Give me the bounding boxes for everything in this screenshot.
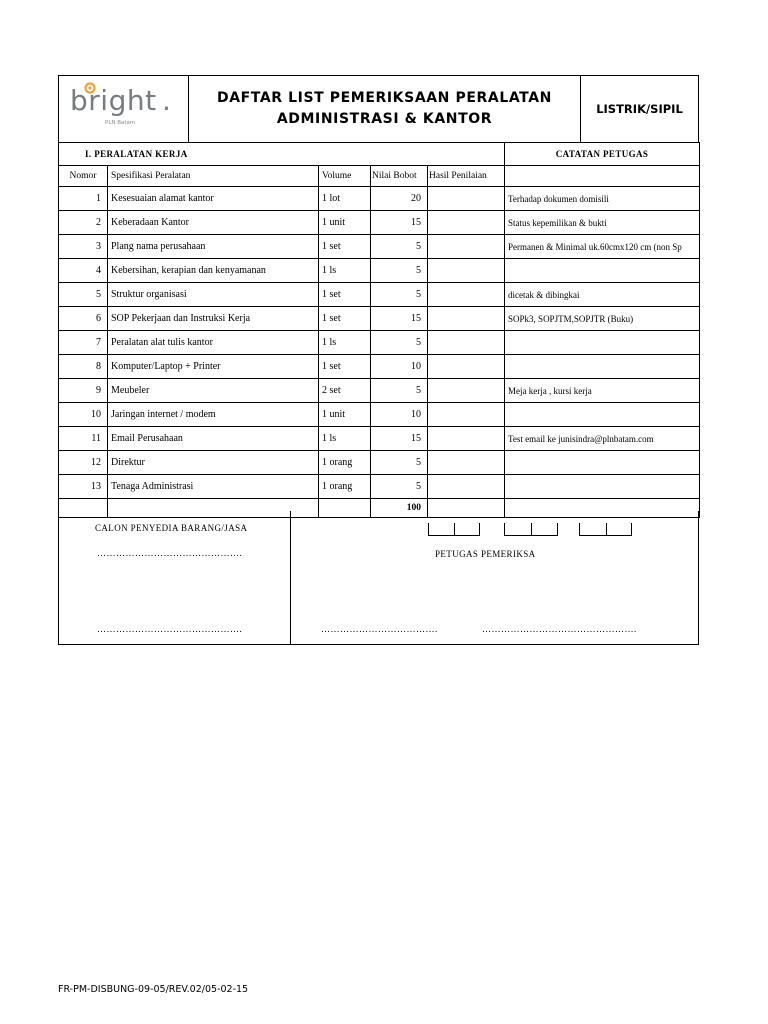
- row-spec: Keberadaan Kantor: [108, 211, 319, 235]
- row-number: 5: [59, 283, 108, 307]
- row-bobot: 10: [371, 355, 428, 379]
- col-spesifikasi: Spesifikasi Peralatan: [108, 166, 319, 187]
- row-number: 3: [59, 235, 108, 259]
- vendor-signature-line: ……………………………………….: [97, 624, 243, 634]
- row-note: dicetak & dibingkai: [505, 283, 700, 307]
- row-bobot: 5: [371, 379, 428, 403]
- col-nomor: Nomor: [59, 166, 108, 187]
- table-row: [59, 307, 700, 331]
- form-title: [189, 76, 581, 142]
- row-spec: Plang nama perusahaan: [108, 235, 319, 259]
- row-number: 8: [59, 355, 108, 379]
- row-note: Terhadap dokumen domisili: [505, 187, 700, 211]
- table-row: [59, 403, 700, 427]
- logo-subtitle: PLN Batam: [105, 120, 136, 126]
- row-hasil: [428, 379, 505, 403]
- table-row: [59, 331, 700, 355]
- row-volume: 1 set: [319, 307, 371, 331]
- row-hasil: [428, 211, 505, 235]
- date-month-box[interactable]: [504, 523, 558, 536]
- col-volume: Volume: [319, 166, 371, 187]
- column-header-row: [59, 166, 700, 187]
- row-bobot: 5: [371, 259, 428, 283]
- row-spec: Jaringan internet / modem: [108, 403, 319, 427]
- row-bobot: 5: [371, 475, 428, 499]
- row-spec: Meubeler: [108, 379, 319, 403]
- logo-dot: .: [162, 84, 171, 117]
- row-bobot: 15: [371, 211, 428, 235]
- inspector-signature-line-1: ……………………………….: [321, 624, 438, 634]
- form-code: FR-PM-DISBUNG-09-05/REV.02/05-02-15: [58, 984, 249, 995]
- row-bobot: 5: [371, 283, 428, 307]
- form-header: [58, 75, 699, 143]
- row-bobot: 5: [371, 235, 428, 259]
- section-header-row: [59, 143, 700, 166]
- inspector-title: PETUGAS PEMERIKSA: [435, 549, 536, 559]
- table-row: [59, 451, 700, 475]
- day-box-separator: [454, 523, 455, 535]
- row-hasil: [428, 187, 505, 211]
- row-spec: Peralatan alat tulis kantor: [108, 331, 319, 355]
- row-note: Permanen & Minimal uk.60cmx120 cm (non Sp: [505, 235, 700, 259]
- logo-cell: [59, 76, 189, 142]
- row-volume: 1 ls: [319, 331, 371, 355]
- row-note: [505, 403, 700, 427]
- date-day-box[interactable]: [428, 523, 480, 536]
- category-label: LISTRIK/SIPIL: [596, 102, 683, 116]
- row-bobot: 5: [371, 451, 428, 475]
- row-volume: 1 set: [319, 235, 371, 259]
- row-number: 1: [59, 187, 108, 211]
- row-number: 7: [59, 331, 108, 355]
- row-note: [505, 259, 700, 283]
- row-bobot: 5: [371, 331, 428, 355]
- title-line-1: DAFTAR LIST PEMERIKSAAN PERALATAN: [216, 90, 553, 106]
- logo-wordmark: bright: [70, 84, 157, 117]
- row-note: [505, 451, 700, 475]
- row-note: [505, 475, 700, 499]
- row-hasil: [428, 331, 505, 355]
- row-spec: Kebersihan, kerapian dan kenyamanan: [108, 259, 319, 283]
- signature-divider: [290, 511, 291, 644]
- row-hasil: [428, 235, 505, 259]
- row-spec: Struktur organisasi: [108, 283, 319, 307]
- row-spec: SOP Pekerjaan dan Instruksi Kerja: [108, 307, 319, 331]
- row-number: 13: [59, 475, 108, 499]
- row-volume: 1 unit: [319, 403, 371, 427]
- vendor-name-line: ……………………………………….: [97, 548, 243, 558]
- row-volume: 1 set: [319, 355, 371, 379]
- row-spec: Direktur: [108, 451, 319, 475]
- row-volume: 2 set: [319, 379, 371, 403]
- row-number: 12: [59, 451, 108, 475]
- table-row: [59, 283, 700, 307]
- inspector-signature-line-2: ………………………………………….: [482, 624, 637, 634]
- row-bobot: 15: [371, 307, 428, 331]
- row-note: Test email ke junisindra@plnbatam.com: [505, 427, 700, 451]
- row-number: 10: [59, 403, 108, 427]
- row-volume: 1 orang: [319, 451, 371, 475]
- row-note: SOPk3, SOPJTM,SOPJTR (Buku): [505, 307, 700, 331]
- row-bobot: 15: [371, 427, 428, 451]
- row-number: 4: [59, 259, 108, 283]
- row-note: Status kepemilikan & bukti: [505, 211, 700, 235]
- row-volume: 1 ls: [319, 427, 371, 451]
- row-hasil: [428, 307, 505, 331]
- table-row: [59, 427, 700, 451]
- row-volume: 1 lot: [319, 187, 371, 211]
- row-volume: 1 set: [319, 283, 371, 307]
- row-bobot: 20: [371, 187, 428, 211]
- col-nilai-bobot: Nilai Bobot: [371, 166, 428, 187]
- table-row: [59, 259, 700, 283]
- row-spec: Tenaga Administrasi: [108, 475, 319, 499]
- row-volume: 1 orang: [319, 475, 371, 499]
- row-note: [505, 331, 700, 355]
- date-year-box[interactable]: [579, 523, 632, 536]
- table-row: [59, 475, 700, 499]
- row-hasil: [428, 355, 505, 379]
- total-bobot: 100: [371, 499, 428, 518]
- equipment-table: [58, 142, 700, 518]
- row-volume: 1 unit: [319, 211, 371, 235]
- row-hasil: [428, 283, 505, 307]
- row-spec: Kesesuaian alamat kantor: [108, 187, 319, 211]
- section-title: I. PERALATAN KERJA: [59, 143, 505, 166]
- signature-section: [58, 511, 699, 645]
- row-number: 11: [59, 427, 108, 451]
- row-hasil: [428, 259, 505, 283]
- col-hasil-penilaian: Hasil Penilaian: [428, 166, 505, 187]
- row-number: 9: [59, 379, 108, 403]
- row-volume: 1 ls: [319, 259, 371, 283]
- table-row: [59, 235, 700, 259]
- title-line-2: ADMINISTRASI & KANTOR: [276, 111, 493, 127]
- row-number: 6: [59, 307, 108, 331]
- vendor-title: CALON PENYEDIA BARANG/JASA: [95, 523, 248, 533]
- col-notes: [505, 166, 700, 187]
- row-number: 2: [59, 211, 108, 235]
- table-row: [59, 379, 700, 403]
- row-hasil: [428, 427, 505, 451]
- table-row: [59, 211, 700, 235]
- row-hasil: [428, 451, 505, 475]
- notes-title: CATATAN PETUGAS: [505, 143, 700, 166]
- table-body: [59, 187, 700, 499]
- row-note: [505, 355, 700, 379]
- row-hasil: [428, 475, 505, 499]
- table-row: [59, 355, 700, 379]
- row-spec: Email Perusahaan: [108, 427, 319, 451]
- row-spec: Komputer/Laptop + Printer: [108, 355, 319, 379]
- row-note: Meja kerja , kursi kerja: [505, 379, 700, 403]
- table-row: [59, 187, 700, 211]
- year-box-separator: [606, 523, 607, 535]
- month-box-separator: [531, 523, 532, 535]
- row-hasil: [428, 403, 505, 427]
- row-bobot: 10: [371, 403, 428, 427]
